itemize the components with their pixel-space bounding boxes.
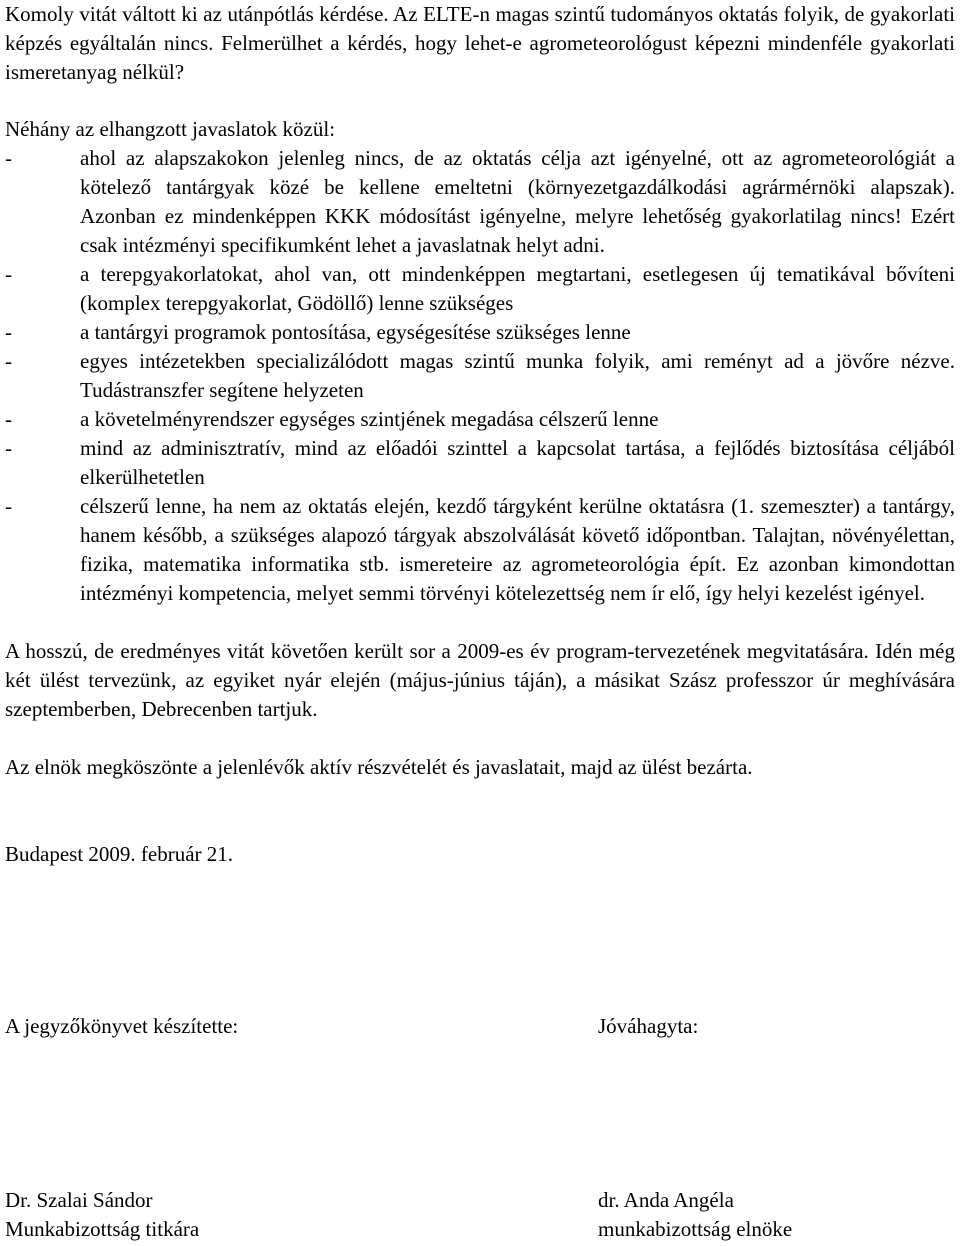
list-dash: - [5,436,12,460]
closing-paragraph-program: A hosszú, de eredményes vitát követően került sor a 2009-es év program-tervezetének megvitatására. Idén még két ülést tervezünk, az egyiket nyár elején (május-június táján), a másikat Szász professzor úr meghívására szeptemberben, Debrecenben tartjuk. [5,639,955,721]
list-item [5,347,955,405]
secretary-signature [5,1186,199,1244]
proposals-lead: Néhány az elhangzott javaslatok közül: [5,117,336,141]
list-item-text: mind az adminisztratív, mind az előadói szinttel a kapcsolat tartása, a fejlődés biztosítása céljából elkerülhetetlen [80,436,955,489]
chair-signature [598,1186,792,1244]
secretary-role: Munkabizottság titkára [5,1217,200,1241]
list-item-text: egyes intézetekben specializálódott magas szintű munka folyik, ami reményt ad a jövőre nézve. Tudástranszfer segítene helyzeten [80,349,955,402]
intro-paragraph: Komoly vitát váltott ki az utánpótlás kérdése. Az ELTE-n magas szintű tudományos oktatás folyik, de gyakorlati képzés egyáltalán nincs. Felmerülhet a kérdés, hogy lehet-e agrometeorológust képezni mindenféle gyakorlati ismeretanyag nélkül? [5,2,955,84]
proposals-list [5,144,955,608]
list-item [5,405,955,434]
approved-by-caption: Jóváhagyta: [598,1014,699,1038]
list-item-text: a tantárgyi programok pontosítása, egységesítése szükséges lenne [80,320,631,344]
list-dash: - [5,494,12,518]
list-item [5,318,955,347]
list-item [5,260,955,318]
list-item [5,434,955,492]
list-item [5,492,955,608]
list-item-text: ahol az alapszakokon jelenleg nincs, de az oktatás célja azt igényelné, ott az agrometeorológiát a kötelező tantárgyak közé be kellene emeltetni (környezetgazdálkodási agrármérnöki alapszak). Azonban ez mindenképpen KKK módosítást igényelne, melyre lehetőség gyakorlatilag nincs! Ezért csak intézményi specifikumként lehet a javaslatnak helyt adni. [80,146,955,257]
list-dash: - [5,407,12,431]
place-and-date: Budapest 2009. február 21. [5,842,234,866]
list-item-text: a terepgyakorlatokat, ahol van, ott mindenképpen megtartani, esetlegesen új tematikával bővíteni (komplex terepgyakorlat, Gödöllő) lenne szükséges [80,262,955,315]
list-item-text: a követelményrendszer egységes szintjének megadása célszerű lenne [80,407,659,431]
chair-name: dr. Anda Angéla [598,1188,734,1212]
list-dash: - [5,320,12,344]
prepared-by-caption: A jegyzőkönyvet készítette: [5,1014,239,1038]
document-body [5,0,955,869]
chair-role: munkabizottság elnöke [598,1217,793,1241]
list-dash: - [5,349,12,373]
closing-paragraph-adjourn: Az elnök megköszönte a jelenlévők aktív részvételét és javaslatait, majd az ülést bezárta. [5,755,753,779]
list-dash: - [5,262,12,286]
list-item [5,144,955,260]
list-item-text: célszerű lenne, ha nem az oktatás elején, kezdő tárgyként kerülne oktatásra (1. szemeszter) a tantárgy, hanem később, a szükséges alapozó tárgyak abszolválását követő időpontban. Talajtan, növényélettan, fizika, matematika informatika stb. ismereteire az agrometeorológia épít. Ez azonban kimondottan intézményi kompetencia, melyet semmi törvényi kötelezettség nem ír elő, így helyi kezelést igényel. [80,494,955,605]
list-dash: - [5,146,12,170]
secretary-name: Dr. Szalai Sándor [5,1188,153,1212]
